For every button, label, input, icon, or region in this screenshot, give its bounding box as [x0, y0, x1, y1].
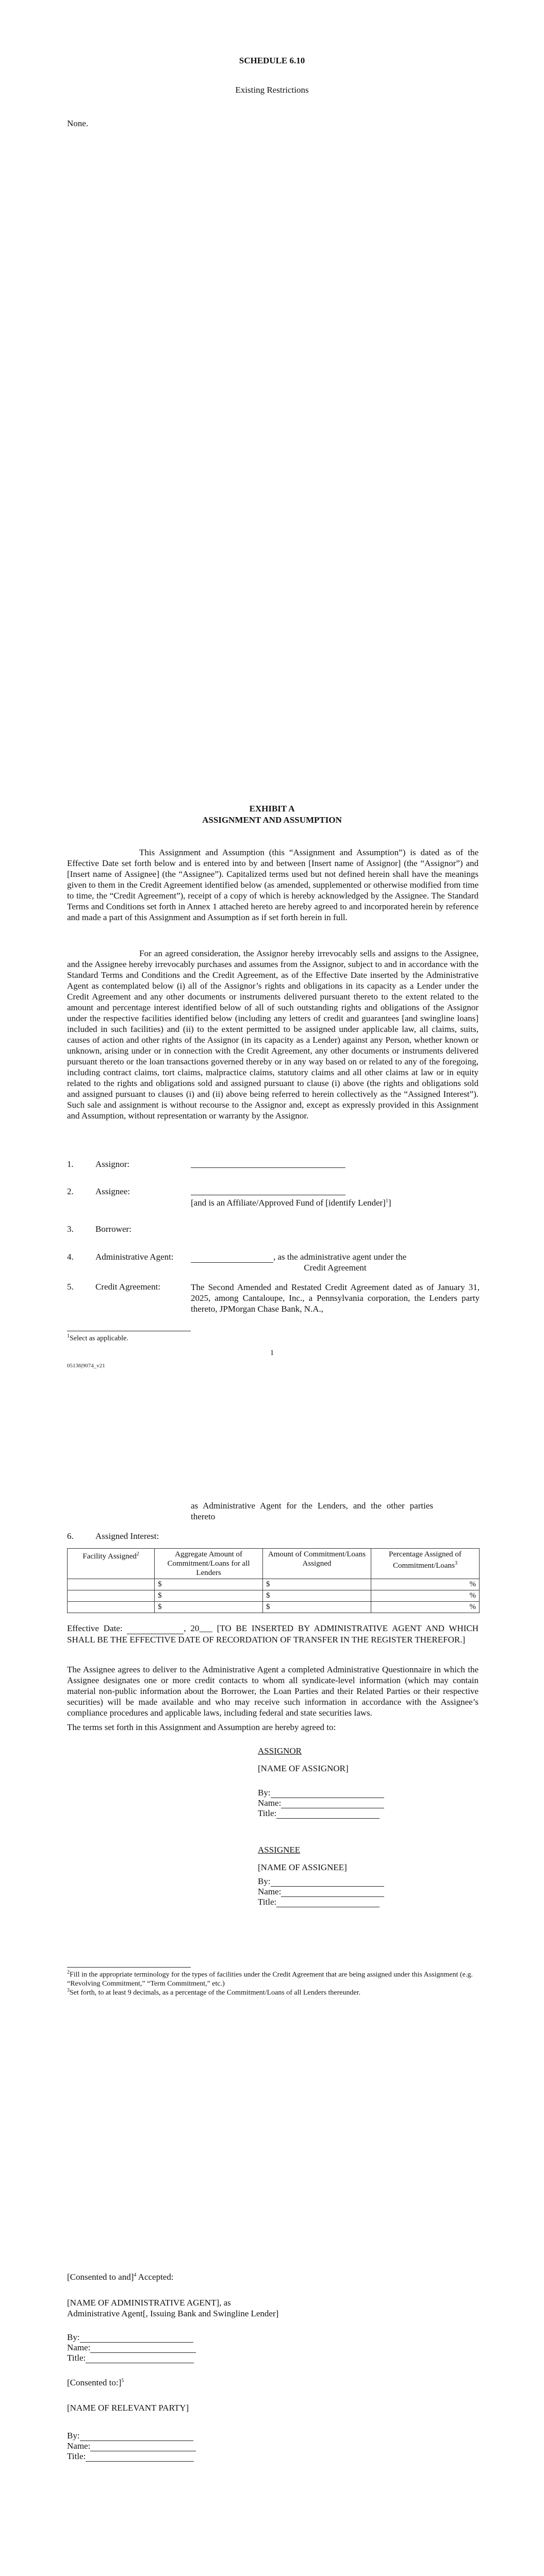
exhibit-page-1 — [0, 515, 544, 1292]
col-amount: Amount of Commitment/Loans Assigned — [263, 1549, 371, 1579]
item-admin-agent: 4. Administrative Agent: , as the administrative agent under the Credit Agreement — [67, 1252, 407, 1273]
consented-accepted: [Consented to and]$^4$ Accepted: — [67, 2272, 174, 2282]
exhibit-title-1: EXHIBIT A — [249, 804, 295, 814]
assignee-note: [and is an Affiliate/Approved Fund of [identify Lender]$^1$] — [191, 1198, 391, 1208]
effective-date: Effective Date: , 20___ [TO BE INSERTED BY ADMINISTRATIVE AGENT AND WHICH SHALL BE THE EFFECTIVE DATE OF RECORDATION OF TRANSFER IN THE REGISTER THEREFOR.] — [67, 1623, 479, 1645]
schedule-body: None. — [67, 118, 89, 128]
footer-code-1: 05136|9074_v21 — [67, 1363, 105, 1369]
exhibit-page-3 — [0, 2102, 544, 2576]
item-borrower: 3. Borrower: — [67, 1224, 131, 1234]
assignor-signature-block: ASSIGNOR [NAME OF ASSIGNOR] By: Name: Title: — [258, 1745, 454, 1819]
relevant-party: [NAME OF RELEVANT PARTY] — [67, 2403, 189, 2413]
exhibit-page-2 — [0, 1391, 544, 2102]
exhibit-paragraph-1: This Assignment and Assumption (this “Assignment and Assumption”) is dated as of the Effective Date set forth below and is entered into by and between [Insert name of Assignor] (the “Assignor”) and [Insert name of Assignee] (the “Assignee”). Capitalized terms used but not defined herein shall have the meanings given to them in the Credit Agreement identified below (as amended, supplemented or otherwise modified from time to time, the “Credit Agreement”), receipt of a copy of which is hereby acknowledged by the Assignee. The Standard Terms and Conditions set forth in Annex 1 attached hereto are hereby agreed to and incorporated herein by reference and made a part of this Assignment and Assumption as if set forth herein in full. — [67, 848, 479, 922]
assignee-name: [NAME OF ASSIGNEE] — [258, 1862, 347, 1872]
item-assignee: 2. Assignee: [and is an Affiliate/Approved Fund of [identify Lender]$^1$] — [67, 1187, 391, 1208]
exhibit-title-2: ASSIGNMENT AND ASSUMPTION — [202, 815, 342, 825]
col-percentage: Percentage Assigned of Commitment/Loans$^3$ — [371, 1549, 479, 1579]
footnote-rule-2 — [67, 1967, 191, 1968]
assignor-line — [191, 1167, 345, 1168]
admin-agent-name: [NAME OF ADMINISTRATIVE AGENT], as — [67, 2298, 231, 2308]
footnote-1: $^1$Select as applicable. — [67, 1333, 128, 1343]
page-number-1: 1 — [270, 1349, 274, 1357]
col-facility: Facility Assigned$^2$ — [68, 1549, 155, 1579]
terms-agreed: The terms set forth in this Assignment and Assumption are hereby agreed to: — [67, 1722, 336, 1732]
credit-agreement-continuation: as Administrative Agent for the Lenders, and the other parties thereto — [191, 1501, 433, 1521]
questionnaire-paragraph: The Assignee agrees to deliver to the Administrative Agent a completed Administrative Questionnaire in which the Assignee designates one or more credit contacts to whom all syndicate-level information (which may contain material non-public information about the Borrower, the Loan Parties and their Related Parties or their respective securities) will be made available and who may receive such information in accordance with the Assignee’s compliance procedures and applicable laws, including federal and state securities laws. — [67, 1665, 479, 1718]
item-credit-agreement: 5. Credit Agreement: — [67, 1282, 161, 1292]
admin-agent-role: Administrative Agent[, Issuing Bank and Swingline Lender] — [67, 2309, 279, 2318]
table-row: $ $ % — [68, 1602, 480, 1613]
schedule-subheading: Existing Restrictions — [235, 85, 309, 95]
assignee-heading: ASSIGNEE — [258, 1845, 301, 1855]
assignor-heading: ASSIGNOR — [258, 1746, 302, 1756]
table-row: $ $ % — [68, 1590, 480, 1602]
exhibit-paragraph-2: For an agreed consideration, the Assignor hereby irrevocably sells and assigns to the Assignee, and the Assignee hereby irrevocably purchases and assumes from the Assignor, subject to and in accordance with the Standard Terms and Conditions and the Credit Agreement, as of the Effective Date inserted by the Administrative Agent as contemplated below (i) all of the Assignor’s rights and obligations in its capacity as a Lender under the Credit Agreement and any other documents or instruments delivered pursuant thereto to the extent related to the amount and percentage interest identified below of all of such outstanding rights and obligations of the Assignor under the respective facilities identified below (including any letters of credit and guarantees [and swingline loans] included in such facilities) and (ii) to the extent permitted to be assigned under applicable law, all claims, suits, causes of action and other rights of the Assignor (in its capacity as a Lender) against any Person, whether known or unknown, arising under or in connection with the Credit Agreement, any other documents or instruments delivered pursuant thereto or the loan transactions governed thereby or in any way based on or related to any of the foregoing, including contract claims, tort claims, malpractice claims, statutory claims and all other claims at law or in equity related to the rights and obligations sold and assigned pursuant to clause (i) above (the rights and obligations sold and assigned pursuant to clauses (i) and (ii) above being referred to herein collectively as the “Assigned Interest”). Such sale and assignment is without recourse to the Assignor and, except as expressly provided in this Assignment and Assumption, without representation or warranty by the Assignor. — [67, 948, 479, 1121]
relevant-party-signature-lines: By: Name: Title: — [67, 2431, 263, 2462]
schedule-page — [0, 0, 544, 515]
schedule-heading: SCHEDULE 6.10 — [239, 56, 305, 65]
item-assignor: 1. Assignor: — [67, 1159, 480, 1170]
assignee-signature-block: ASSIGNEE [NAME OF ASSIGNEE] By: Name: Title: — [258, 1844, 454, 1907]
credit-agreement-text: The Second Amended and Restated Credit Agreement dated as of January 31, 2025, among Cantaloupe, Inc., a Pennsylvania corporation, the Lenders party thereto, JPMorgan Chase Bank, N.A., — [191, 1282, 480, 1314]
exhibit-page-1-foot — [0, 1311, 544, 1383]
consented-to: [Consented to:]$^5$ — [67, 2378, 124, 2387]
col-aggregate: Aggregate Amount of Commitment/Loans for all Lenders — [155, 1549, 263, 1579]
admin-signature-lines: By: Name: Title: — [67, 2332, 263, 2363]
assignor-name: [NAME OF ASSIGNOR] — [258, 1764, 349, 1773]
assigned-interest-table — [67, 1548, 480, 1613]
footnote-2: $^2$Fill in the appropriate terminology for the types of facilities under the Credit Agreement that are being assigned under this Assignment (e.g. “Revolving Commitment,” “Term Commitment,” etc.) — [67, 1970, 473, 1988]
item-assigned-interest: 6. Assigned Interest: — [67, 1531, 159, 1541]
footnote-3: $^3$Set forth, to at least 9 decimals, as a percentage of the Commitment/Loans of all Lenders thereunder. — [67, 1988, 361, 1997]
table-row: $ $ % — [68, 1579, 480, 1590]
